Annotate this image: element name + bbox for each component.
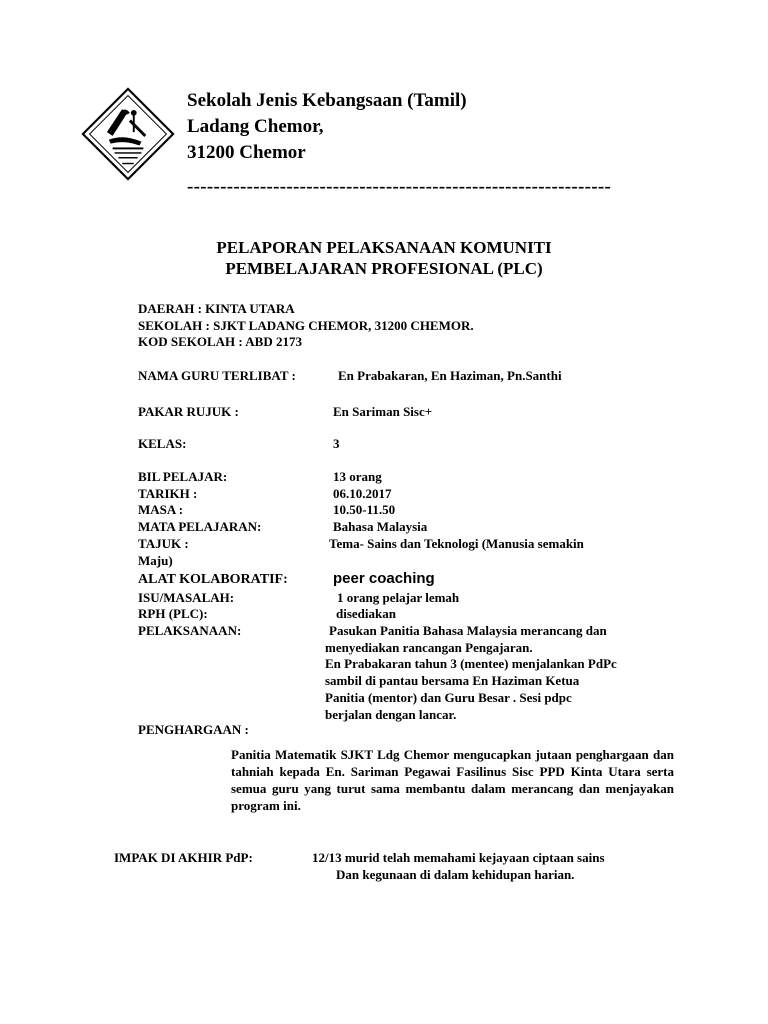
tarikh-label: TARIKH : (138, 486, 198, 501)
tajuk-continuation: Maju) (138, 553, 173, 568)
penghargaan-paragraph: Panitia Matematik SJKT Ldg Chemor mengucapkan jutaan penghargaan dan tahniah kepada En. Sariman Pegawai Fasilinus Sisc PPD Kinta Utara serta semua guru yang turut sama membantu dalam merancang dan menjayakan program ini. (231, 747, 674, 813)
rph-label: RPH (PLC): (138, 606, 208, 621)
pelaksanaan-label: PELAKSANAAN: (138, 623, 242, 638)
isu-masalah-value: 1 orang pelajar lemah (337, 590, 460, 605)
mata-pelajaran-label: MATA PELAJARAN: (138, 519, 262, 534)
pelaksanaan-line: berjalan dengan lancar. (325, 707, 457, 722)
report-title-line1: PELAPORAN PELAKSANAAN KOMUNITI (216, 238, 552, 257)
pelaksanaan-line: menyediakan rancangan Pengajaran. (325, 640, 533, 655)
school-name: Sekolah Jenis Kebangsaan (Tamil) (187, 90, 467, 111)
tajuk-label: TAJUK : (138, 536, 189, 551)
pelaksanaan-line: sambil di pantau bersama En Haziman Ketua (325, 673, 580, 688)
kelas-value: 3 (333, 436, 340, 451)
bil-pelajar-label: BIL PELAJAR: (138, 469, 228, 484)
alat-kolaboratif-label: ALAT KOLABORATIF: (138, 572, 288, 587)
tajuk-value: Tema- Sains dan Teknologi (Manusia semakin (329, 536, 584, 551)
isu-masalah-label: ISU/MASALAH: (138, 590, 235, 605)
tarikh-value: 06.10.2017 (333, 486, 392, 501)
pelaksanaan-line: En Prabakaran tahun 3 (mentee) menjalankan PdPc (325, 656, 617, 671)
impak-label: IMPAK DI AKHIR PdP: (114, 850, 253, 865)
impak-line1: 12/13 murid telah memahami kejayaan ciptaan sains (312, 850, 605, 865)
nama-guru-label: NAMA GURU TERLIBAT : (138, 368, 296, 383)
rph-value: disediakan (336, 606, 396, 621)
school-place: Ladang Chemor, (187, 116, 324, 137)
info-daerah: DAERAH : KINTA UTARA (138, 301, 295, 316)
info-kod-sekolah: KOD SEKOLAH : ABD 2173 (138, 334, 302, 349)
masa-value: 10.50-11.50 (333, 502, 396, 517)
impak-line2: Dan kegunaan di dalam kehidupan harian. (336, 867, 575, 882)
report-title-line2: PEMBELAJARAN PROFESIONAL (PLC) (225, 259, 543, 278)
masa-label: MASA : (138, 502, 184, 517)
nama-guru-value: En Prabakaran, En Haziman, Pn.Santhi (338, 368, 562, 383)
divider-dashes: ---------------------------------------------------------------- (187, 176, 612, 197)
info-sekolah: SEKOLAH : SJKT LADANG CHEMOR, 31200 CHEMOR. (138, 318, 474, 333)
pakar-rujuk-label: PAKAR RUJUK : (138, 404, 239, 419)
pelaksanaan-line: Panitia (mentor) dan Guru Besar . Sesi pdpc (325, 690, 572, 705)
school-postcode: 31200 Chemor (187, 142, 306, 163)
penghargaan-label: PENGHARGAAN : (138, 722, 249, 737)
pelaksanaan-line: Pasukan Panitia Bahasa Malaysia merancang dan (329, 623, 607, 638)
school-crest-logo (80, 86, 176, 182)
bil-pelajar-value: 13 orang (333, 469, 382, 484)
mata-pelajaran-value: Bahasa Malaysia (333, 519, 428, 534)
alat-kolaboratif-value: peer coaching (333, 570, 435, 587)
kelas-label: KELAS: (138, 436, 187, 451)
pakar-rujuk-value: En Sariman Sisc+ (333, 404, 433, 419)
